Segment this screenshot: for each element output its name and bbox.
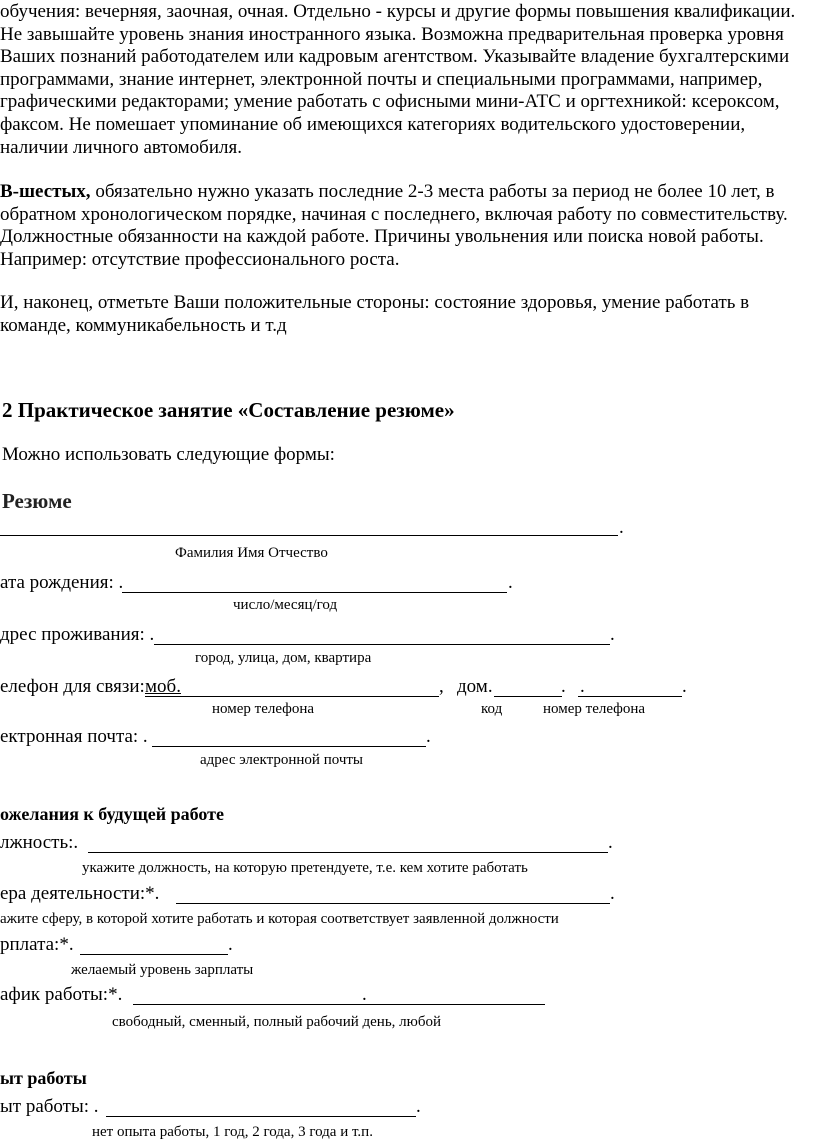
text-line: Например: отсутствие профессионального роста. xyxy=(0,248,400,270)
email-label: ектронная почта: . xyxy=(0,726,148,747)
sphere-dot: . xyxy=(610,883,615,904)
text-line: Ваших познаний работодателем или кадровым агентством. Указывайте владение бухгалтерскими xyxy=(0,46,790,68)
phone-mob-label: моб. xyxy=(145,676,181,697)
address-hint: город, улица, дом, квартира xyxy=(195,650,372,666)
phone-mob-underline xyxy=(145,696,439,697)
text-line: Должностные обязанности на каждой работе. Причины увольнения или поиска новой работы. xyxy=(0,226,764,248)
experience-dot: . xyxy=(416,1096,421,1117)
text-line: программами, знание интернет, электронной почты и специальными программами, например, xyxy=(0,68,763,90)
address-underline xyxy=(154,644,610,645)
salary-label: рплата:*. xyxy=(0,934,74,955)
phone-dot-3: . xyxy=(682,676,687,697)
experience-label: ыт работы: . xyxy=(0,1096,99,1117)
phone-hint-number: номер телефона xyxy=(212,701,315,717)
position-dot: . xyxy=(608,832,613,853)
position-label: лжность:. xyxy=(0,832,79,853)
salary-hint: желаемый уровень зарплаты xyxy=(71,962,254,978)
text-span: обязательно нужно указать последние 2-3 места работы за период не более 10 лет, в xyxy=(90,181,775,202)
schedule-underline xyxy=(133,1004,545,1005)
resume-title: Резюме xyxy=(2,489,72,513)
text-line: факсом. Не помешает упоминание об имеющихся категориях водительского удостоверении, xyxy=(0,114,746,135)
birth-hint: число/месяц/год xyxy=(233,597,338,613)
address-dot: . xyxy=(610,624,615,645)
address-label: дрес проживания: . xyxy=(0,624,155,645)
email-hint: адрес электронной почты xyxy=(200,752,364,768)
birth-underline xyxy=(122,592,507,593)
birth-dot: . xyxy=(508,572,513,593)
intro-text: Можно использовать следующие формы: xyxy=(2,444,335,465)
text-line: наличии личного автомобиля. xyxy=(0,136,242,158)
phone-home-underline xyxy=(578,696,682,697)
phone-label: елефон для связи: xyxy=(0,676,145,697)
birth-label: ата рождения: . xyxy=(0,572,124,593)
sphere-label: ера деятельности:*. xyxy=(0,883,160,904)
text-line: обратном хронологическом порядке, начиная с последнего, включая работу по совместительству. xyxy=(0,203,788,225)
position-hint: укажите должность, на которую претендуете, т.е. кем хотите работать xyxy=(82,860,528,876)
schedule-dot: . xyxy=(362,984,367,1005)
wishes-title: ожелания к будущей работе xyxy=(0,804,225,824)
bold-lead: В-шестых, xyxy=(0,181,91,202)
name-hint: Фамилия Имя Отчество xyxy=(175,545,328,561)
email-dot: . xyxy=(426,726,431,747)
text-line: команде, коммуникабельность и т.д xyxy=(0,314,287,336)
schedule-hint: свободный, сменный, полный рабочий день, любой xyxy=(112,1014,442,1030)
text-line xyxy=(0,181,812,204)
section-title: 2 Практическое занятие «Составление резюме» xyxy=(2,398,455,422)
phone-home-label: дом. xyxy=(457,676,493,697)
name-underline xyxy=(0,535,618,536)
salary-underline xyxy=(80,954,228,955)
experience-title: ыт работы xyxy=(0,1068,87,1088)
email-underline xyxy=(152,746,426,747)
phone-dot-1: . xyxy=(561,676,566,697)
salary-dot: . xyxy=(228,934,233,955)
sphere-underline xyxy=(176,903,610,904)
name-dot: . xyxy=(619,517,624,538)
text-line: Не завышайте уровень знания иностранного языка. Возможна предварительная проверка уровня xyxy=(0,23,784,45)
experience-underline xyxy=(106,1116,416,1117)
text-line: обучения: вечерняя, заочная, очная. Отдельно - курсы и другие формы повышения квалификации. xyxy=(0,1,796,22)
experience-hint: нет опыта работы, 1 год, 2 года, 3 года и т.п. xyxy=(92,1124,373,1140)
text-line: графическими редакторами; умение работать с офисными мини-АТС и оргтехникой: ксероксом, xyxy=(0,91,780,113)
phone-hint-code: код xyxy=(481,701,503,717)
sphere-hint: ажите сферу, в которой хотите работать и которая соответствует заявленной должности xyxy=(0,911,559,927)
schedule-label: афик работы:*. xyxy=(0,984,123,1005)
phone-dot-2: . xyxy=(580,676,585,697)
position-underline xyxy=(88,852,608,853)
phone-hint-number2: номер телефона xyxy=(543,701,646,717)
phone-comma: , xyxy=(439,676,444,697)
phone-code-underline xyxy=(494,696,562,697)
text-line: И, наконец, отметьте Ваши положительные стороны: состояние здоровья, умение работать в xyxy=(0,292,750,313)
